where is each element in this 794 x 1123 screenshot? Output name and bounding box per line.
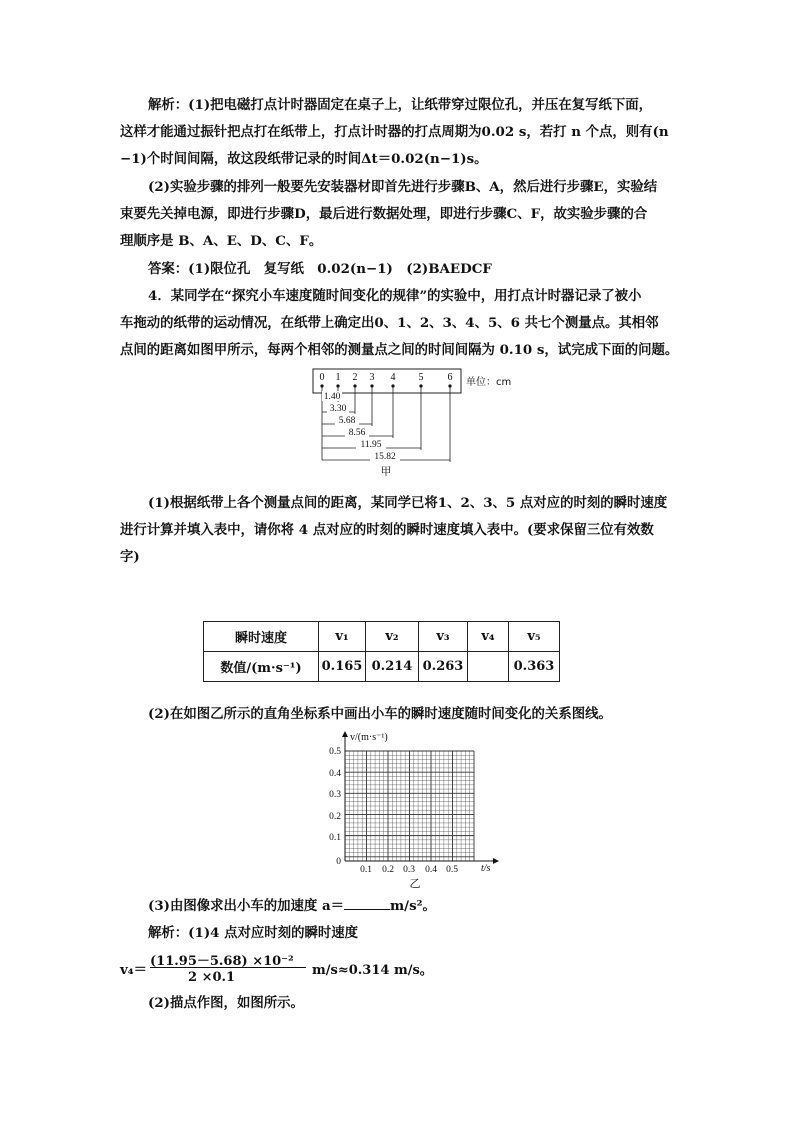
figure-caption-yi: 乙 <box>409 877 421 890</box>
analysis-line-5: 束要先关掉电源，即进行步骤D，最后进行数据处理，即进行步骤C、F，故实验步骤的合 <box>120 206 648 222</box>
distance-label: 15.82 <box>374 452 396 462</box>
distance-label: 3.30 <box>329 404 347 414</box>
x-tick-label: 0.3 <box>403 865 415 875</box>
tape-point-label: 1 <box>335 372 341 383</box>
tape-point-label: 4 <box>390 372 396 383</box>
y-tick-label: 0.5 <box>329 747 341 757</box>
question4-line-3: 点间的距离如图甲所示，每两个相邻的测量点之间的时间间隔为 0.10 s，试完成下面的问题。 <box>120 342 679 358</box>
tape-point-label: 2 <box>352 372 358 383</box>
y-tick-label: 0.3 <box>329 790 341 800</box>
table-header-cell: v₁ <box>319 622 366 652</box>
q2-line: (2)在如图乙所示的直角坐标系中画出小车的瞬时速度随时间变化的关系图线。 <box>148 706 612 722</box>
question4-line-1: 4．某同学在“探究小车速度随时间变化的规律”的实验中，用打点计时器记录了被小 <box>148 288 642 304</box>
distance-label: 5.68 <box>338 416 356 426</box>
y-tick-label: 0.1 <box>329 833 341 843</box>
q3-prefix: (3)由图像求出小车的加速度 a＝ <box>148 898 345 914</box>
table-cell: 0.214 <box>366 652 419 682</box>
table-header-cell: v₃ <box>419 622 468 652</box>
y-tick-label: 0.4 <box>329 769 341 779</box>
q1-line-2: 进行计算并填入表中，请你将 4 点对应的时刻的瞬时速度填入表中。(要求保留三位有效数 <box>120 522 654 538</box>
analysis-line-3: −1)个时间间隔，故这段纸带记录的时间Δt＝0.02(n−1)s。 <box>120 151 488 167</box>
fraction-denominator: 2 ×0.1 <box>188 970 236 985</box>
v4-result: m/s≈0.314 m/s。 <box>312 963 433 978</box>
fraction-bar <box>150 967 306 968</box>
figure-caption-jia: 甲 <box>380 465 392 478</box>
analysis-line-2: 这样才能通过振针把点打在纸带上，打点计时器的打点周期为0.02 s，若打 n 个点，则有(n <box>120 124 669 140</box>
table-header-cell: v₅ <box>509 622 560 652</box>
x-tick-label: 0.2 <box>382 865 394 875</box>
answer-line: 答案：(1)限位孔 复写纸 0.02(n−1) (2)BAEDCF <box>148 261 492 277</box>
tape-point-label: 6 <box>447 372 453 383</box>
q3-line <box>148 897 436 915</box>
y-tick-label: 0 <box>336 857 341 867</box>
x-tick-label: 0.5 <box>446 865 458 875</box>
q3-suffix: m/s²。 <box>390 898 436 914</box>
x-tick-label: 0.4 <box>425 865 437 875</box>
analysis-line-4: (2)实验步骤的排列一般要先安装器材即首先进行步骤B、A，然后进行步骤E，实验结 <box>148 179 658 195</box>
distance-label: 1.40 <box>323 392 341 402</box>
analysis-line-6: 理顺序是 B、A、E、D、C、F。 <box>120 233 323 249</box>
analysis-line-1: 解析：(1)把电磁打点计时器固定在桌子上，让纸带穿过限位孔，并压在复写纸下面， <box>148 97 653 113</box>
v4-label: v₄＝ <box>120 962 148 978</box>
distance-label: 11.95 <box>360 440 382 450</box>
y-axis-arrow <box>342 731 348 737</box>
solution-line-1: 解析：(1)4 点对应时刻的瞬时速度 <box>148 925 359 941</box>
y-axis-label: v/(m·s⁻¹) <box>350 732 388 743</box>
x-axis-arrow <box>493 858 499 864</box>
table-cell: 0.363 <box>509 652 560 682</box>
acceleration-answer-blank[interactable] <box>344 897 390 910</box>
q1-line-1: (1)根据纸带上各个测量点间的距离，某同学已将1、2、3、5 点对应的时刻的瞬时速度 <box>148 495 668 511</box>
table-header-cell: v₂ <box>366 622 419 652</box>
table-cell: 0.263 <box>419 652 468 682</box>
x-axis-label: t/s <box>481 863 491 874</box>
table-cell: 0.165 <box>319 652 366 682</box>
fraction-numerator: (11.95－5.68) ×10⁻² <box>150 954 294 969</box>
solution-line-2: (2)描点作图，如图所示。 <box>148 995 304 1011</box>
x-tick-label: 0.1 <box>360 865 372 875</box>
table-header-cell: v₄ <box>468 622 509 652</box>
distance-label: 8.56 <box>348 428 366 438</box>
unit-label: 单位：cm <box>466 377 512 388</box>
tape-point-label: 0 <box>319 372 325 383</box>
q1-line-3: 字) <box>120 549 140 565</box>
table-cell: 数值/(m·s⁻¹) <box>204 652 319 682</box>
question4-line-2: 车拖动的纸带的运动情况，在纸带上确定出0、1、2、3、4、5、6 共七个测量点。其相邻 <box>120 315 659 331</box>
tape-point-label: 5 <box>418 372 424 383</box>
tape-point-label: 3 <box>369 372 375 383</box>
y-tick-label: 0.2 <box>329 812 341 822</box>
table-header-cell: 瞬时速度 <box>204 622 319 652</box>
